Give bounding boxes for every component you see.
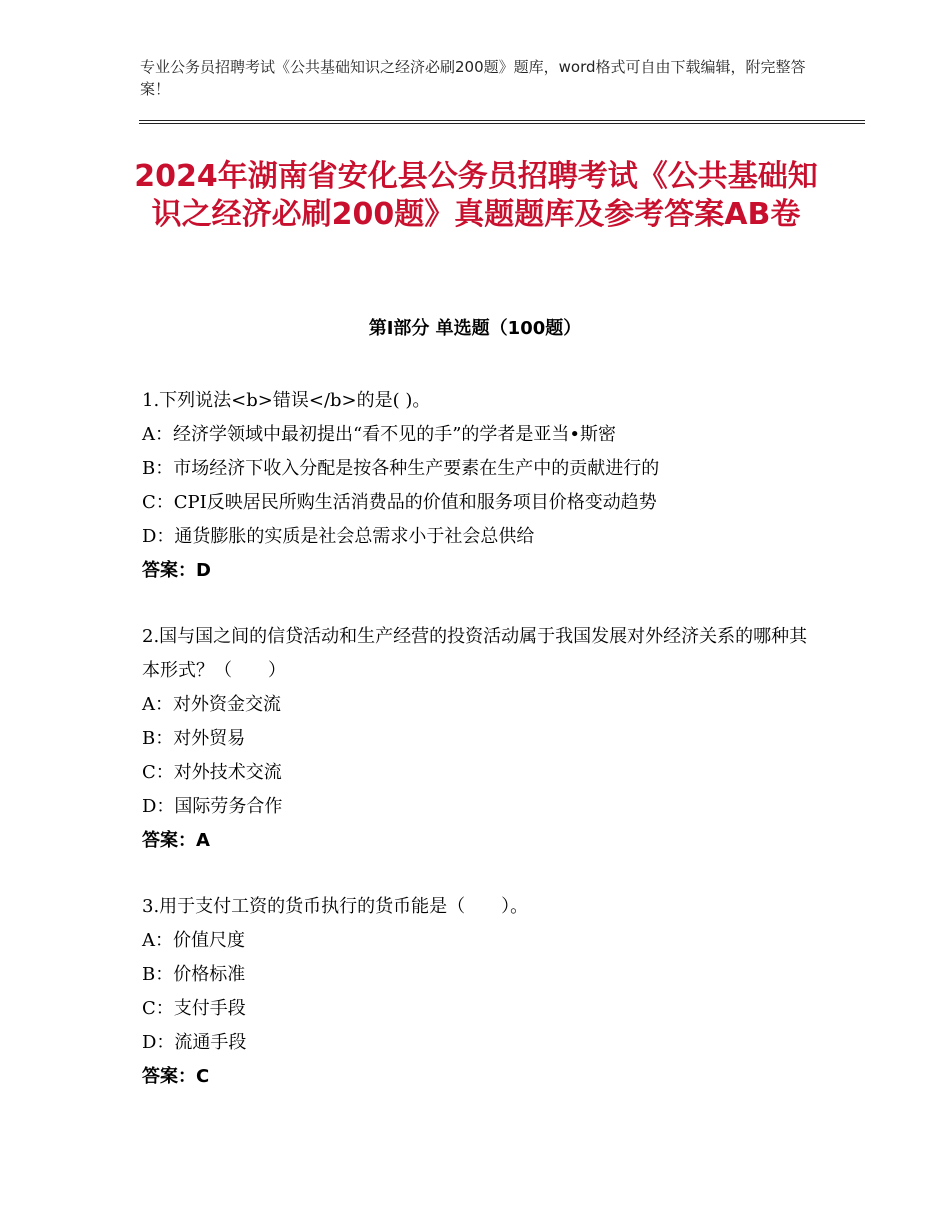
option-b: B：市场经济下收入分配是按各种生产要素在生产中的贡献进行的 [142, 458, 660, 479]
option-b: B：对外贸易 [142, 728, 246, 749]
question-stem: 2.国与国之间的信贷活动和生产经营的投资活动属于我国发展对外经济关系的哪种其本形式？（ ） [142, 626, 808, 681]
question-3 [142, 890, 822, 1094]
header-rule-secondary [139, 123, 865, 124]
document-title: 2024年湖南省安化县公务员招聘考试《公共基础知识之经济必刷200题》真题题库及参考答案AB卷 [134, 159, 818, 232]
option-d: D：国际劳务合作 [142, 796, 283, 817]
answer: 答案：C [142, 1066, 210, 1087]
question-stem: 3.用于支付工资的货币执行的货币能是（ ）。 [142, 896, 529, 917]
section-heading: 第Ⅰ部分 单选题（100题） [368, 318, 582, 339]
option-c: C：支付手段 [142, 998, 246, 1019]
option-c: C：对外技术交流 [142, 762, 282, 783]
option-a: A：对外资金交流 [142, 694, 281, 715]
option-c: C：CPI反映居民所购生活消费品的价值和服务项目价格变动趋势 [142, 492, 657, 513]
question-stem: 1.下列说法<b>错误</b>的是( )。 [142, 390, 431, 411]
question-list [142, 384, 822, 1126]
option-b: B：价格标准 [142, 964, 246, 985]
header-note: 专业公务员招聘考试《公共基础知识之经济必刷200题》题库，word格式可自由下载编辑，附完整答案！ [140, 58, 806, 98]
question-1 [142, 384, 822, 588]
answer: 答案：D [142, 560, 211, 581]
answer: 答案：A [142, 830, 210, 851]
option-d: D：通货膨胀的实质是社会总需求小于社会总供给 [142, 526, 535, 547]
question-2 [142, 620, 822, 858]
header-rule [139, 120, 865, 121]
option-d: D：流通手段 [142, 1032, 247, 1053]
option-a: A：经济学领域中最初提出“看不见的手”的学者是亚当•斯密 [142, 424, 617, 445]
option-a: A：价值尺度 [142, 930, 245, 951]
